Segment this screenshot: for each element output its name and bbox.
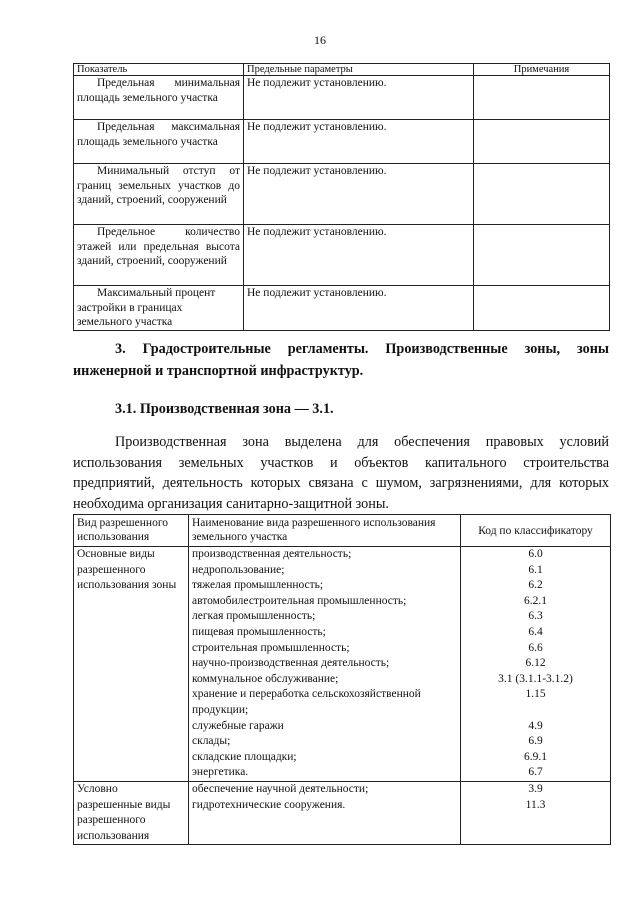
main-uses-codes	[461, 547, 611, 782]
code-item: 6.1	[528, 563, 543, 576]
value-cell: Не подлежит установлению.	[244, 225, 474, 286]
header-limits: Предельные параметры	[244, 64, 474, 76]
value-cell: Не подлежит установлению.	[244, 76, 474, 120]
code-item: 1.15	[525, 688, 546, 701]
code-item: 3.1 (3.1.1-3.1.2)	[498, 672, 573, 685]
section-3-1-heading: 3.1. Производственная зона — 3.1.	[115, 401, 334, 417]
permitted-use-table	[73, 514, 611, 845]
list-item: пищевая промышленность;	[192, 625, 326, 638]
note-cell	[474, 225, 610, 286]
note-cell	[474, 164, 610, 225]
list-item: автомобилестроительная промышленность;	[192, 594, 407, 607]
section-3-heading: 3. Градостроительные регламенты. Производственные зоны, зоны инженерной и транспортной инфраструктур.	[73, 341, 609, 379]
conditional-uses-names	[189, 781, 461, 844]
parameters-table	[73, 63, 610, 331]
header-use-name: Наименование вида разрешенного использования земельного участка	[189, 515, 461, 547]
list-item: тяжелая промышленность;	[192, 579, 324, 592]
list-item: обеспечение научной деятельности;	[192, 782, 369, 795]
list-item: коммунальное обслуживание;	[192, 672, 339, 685]
header-classifier-code: Код по классификатору	[461, 515, 611, 547]
list-item: гидротехнические сооружения.	[192, 798, 346, 811]
code-item: 6.4	[528, 625, 543, 638]
permitted-use-table-header	[74, 515, 611, 547]
list-item: недропользование;	[192, 563, 285, 576]
indicator-cell: Предельная максимальная площадь земельного участка	[74, 120, 244, 164]
list-item: энергетика.	[192, 766, 249, 779]
code-item: 3.9	[528, 782, 543, 795]
note-cell	[474, 120, 610, 164]
indicator-cell: Предельная минимальная площадь земельного участка	[74, 76, 244, 120]
list-item: легкая промышленность;	[192, 610, 316, 623]
table-row	[74, 225, 610, 286]
main-uses-names	[189, 547, 461, 782]
table-row	[74, 76, 610, 120]
header-use-type: Вид разрешенного использования	[74, 515, 189, 547]
value-cell: Не подлежит установлению.	[244, 164, 474, 225]
value-cell: Не подлежит установлению.	[244, 286, 474, 331]
code-item: 6.2	[528, 579, 543, 592]
code-item: 4.9	[528, 719, 543, 732]
list-item: склады;	[192, 735, 231, 748]
list-item: строительная промышленность;	[192, 641, 350, 654]
header-notes: Примечания	[474, 64, 610, 76]
indicator-cell: Минимальный отступ от границ земельных участков до зданий, строений, сооружений	[74, 164, 244, 225]
list-item: производственная деятельность;	[192, 548, 352, 560]
code-item: 6.9	[528, 735, 543, 748]
indicator-cell: Максимальный процент застройки в границах земельного участка	[74, 286, 244, 331]
code-item: 6.3	[528, 610, 543, 623]
page-number: 16	[314, 33, 326, 47]
list-item: научно-производственная деятельность;	[192, 657, 390, 670]
code-item: 6.2.1	[524, 594, 547, 607]
code-item: 6.12	[525, 657, 546, 670]
code-item: 11.3	[525, 798, 546, 811]
code-item: 6.7	[528, 766, 543, 779]
note-cell	[474, 286, 610, 331]
list-item: служебные гаражи	[192, 719, 284, 732]
main-uses-row	[74, 547, 611, 782]
list-item: хранение и переработка сельскохозяйственной продукции;	[192, 688, 421, 716]
parameters-table-header	[74, 64, 610, 76]
zone-description-paragraph: Производственная зона выделена для обеспечения правовых условий использования земельных участков и объектов капитального строительства предприятий, деятельность которых связана с шумом, загрязнениями, для которых необходима организация санитарно-защитной зоны.	[73, 434, 609, 512]
conditional-uses-row	[74, 781, 611, 844]
table-row	[74, 120, 610, 164]
conditional-uses-codes	[461, 781, 611, 844]
table-row	[74, 164, 610, 225]
conditional-uses-label: Условно разрешенные виды разрешенного использования	[74, 781, 189, 844]
indicator-cell: Предельное количество этажей или предельная высота зданий, строений, сооружений	[74, 225, 244, 286]
main-uses-label: Основные виды разрешенного использования зоны	[74, 547, 189, 782]
code-item: 6.0	[528, 548, 543, 560]
table-row	[74, 286, 610, 331]
list-item: складские площадки;	[192, 750, 297, 763]
note-cell	[474, 76, 610, 120]
header-indicator: Показатель	[74, 64, 244, 76]
value-cell: Не подлежит установлению.	[244, 120, 474, 164]
code-item: 6.6	[528, 641, 543, 654]
code-item: 6.9.1	[524, 750, 547, 763]
